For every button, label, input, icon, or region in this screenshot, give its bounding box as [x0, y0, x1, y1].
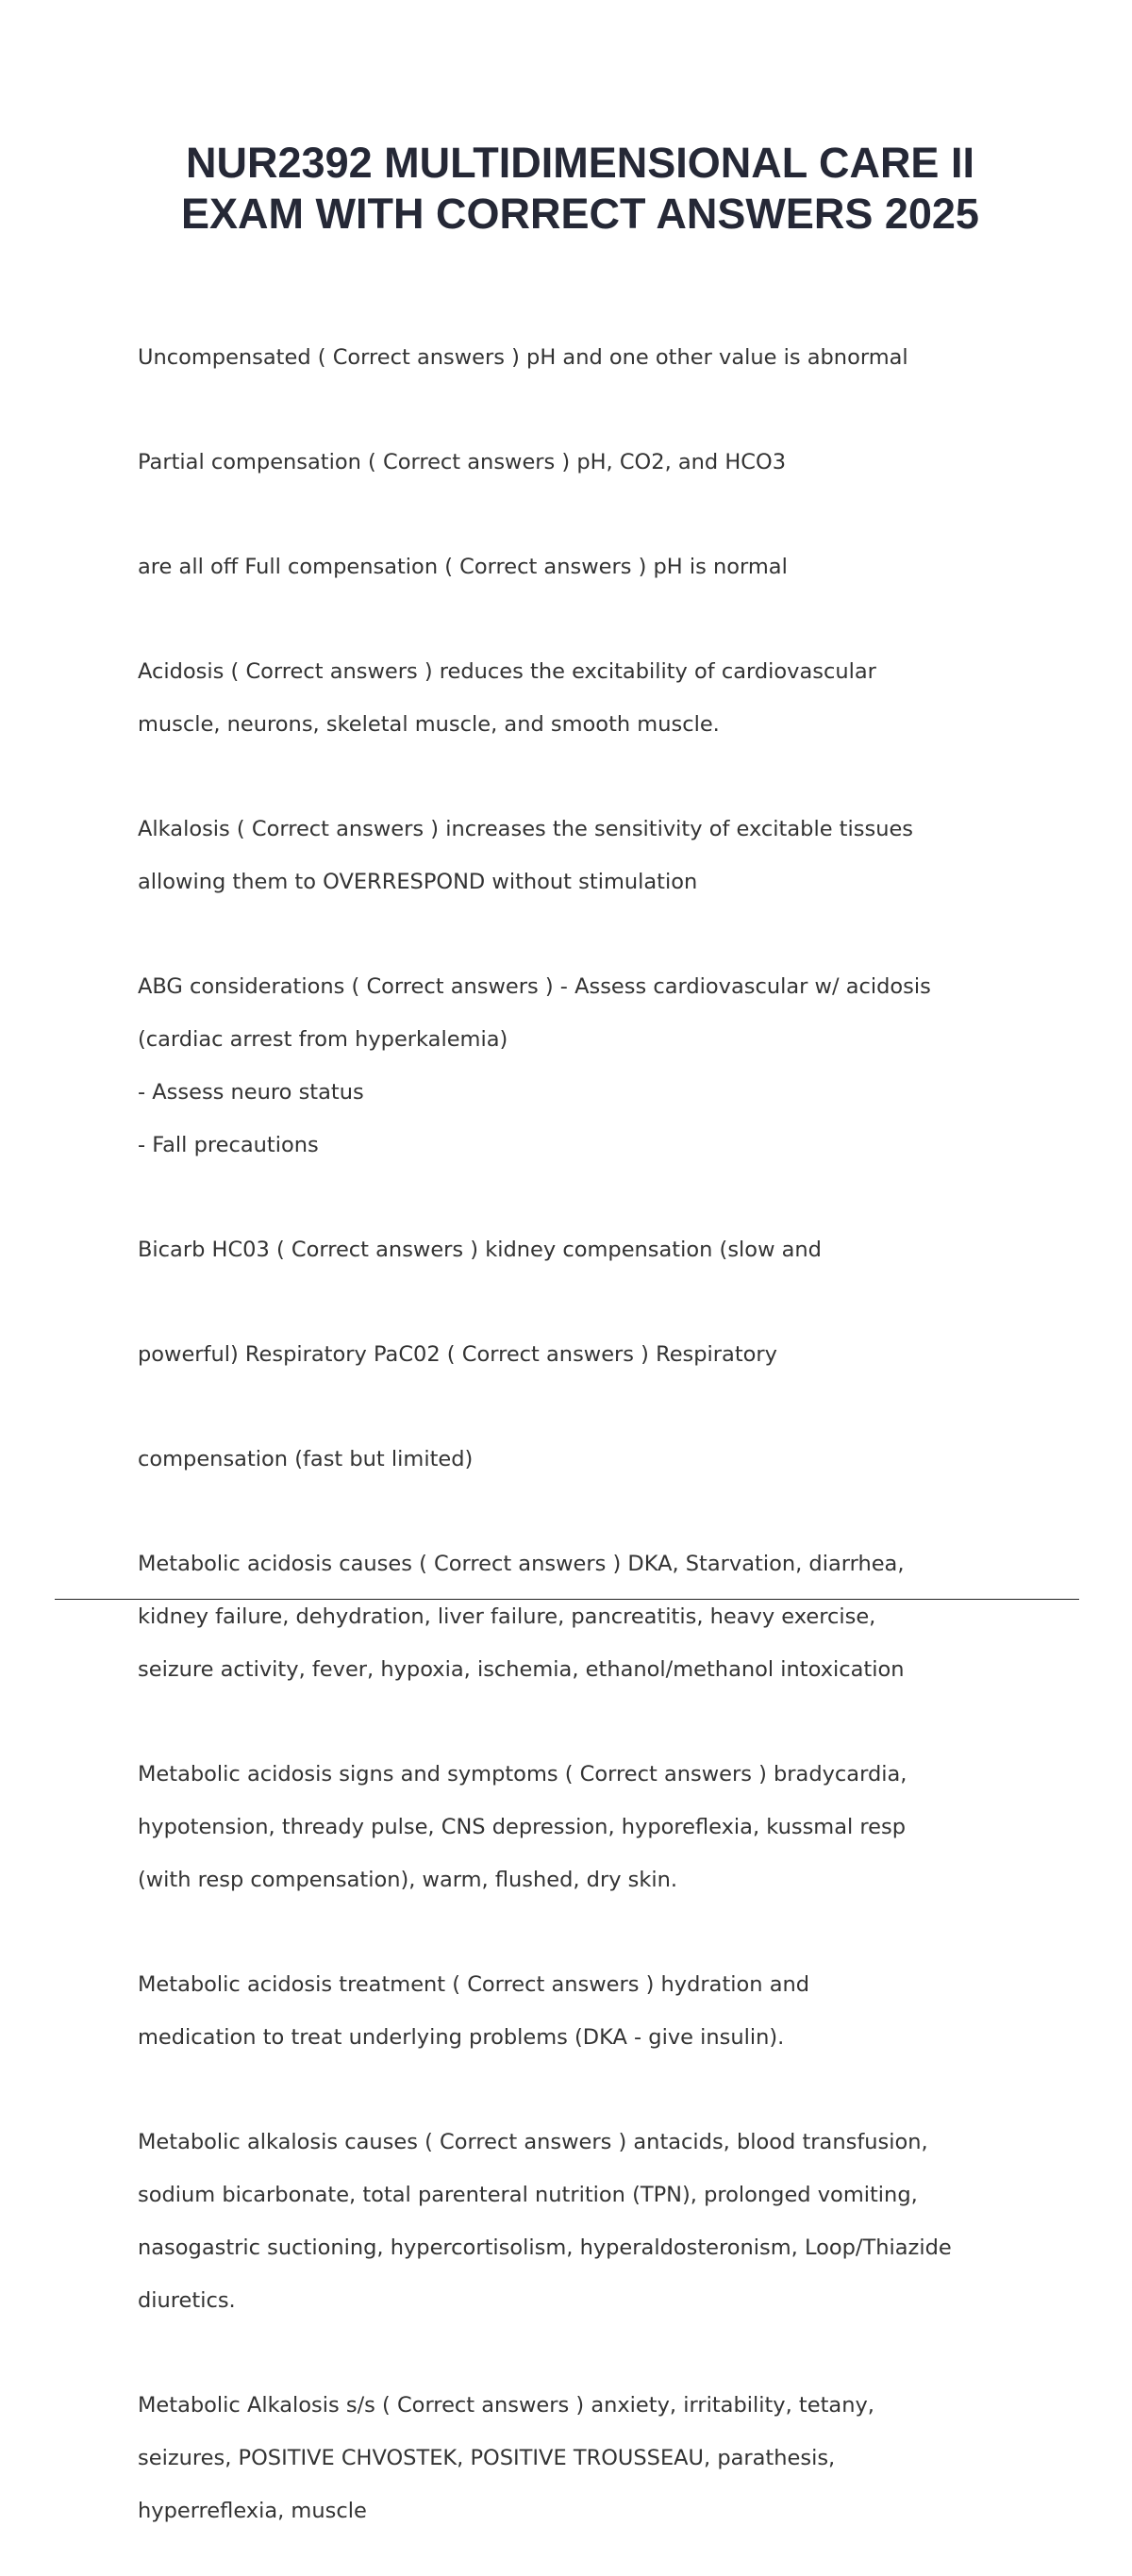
- title-line-2: EXAM WITH CORRECT ANSWERS 2025: [181, 190, 979, 238]
- text-line: Metabolic acidosis treatment ( Correct answers ) hydration and: [138, 1972, 810, 1997]
- qa-respiratory-paco2: [138, 1315, 1015, 1394]
- qa-acidosis: [138, 632, 1015, 764]
- qa-metabolic-acidosis-causes: [138, 1524, 1015, 1709]
- text-line: Metabolic Alkalosis s/s ( Correct answers ) anxiety, irritability, tetany,: [138, 2393, 874, 2418]
- text-line: (cardiac arrest from hyperkalemia): [138, 1027, 508, 1052]
- text-line: nasogastric suctioning, hypercortisolism, hyperaldosteronism, Loop/Thiazide: [138, 2235, 952, 2260]
- title-line-1: NUR2392 MULTIDIMENSIONAL CARE II: [186, 139, 974, 187]
- qa-abg-considerations: [138, 947, 1015, 1185]
- text-line: medication to treat underlying problems (DKA - give insulin).: [138, 2025, 785, 2050]
- qa-respiratory-compensation: [138, 1420, 1015, 1499]
- qa-metabolic-alkalosis-causes: [138, 2102, 1015, 2340]
- text-line: Acidosis ( Correct answers ) reduces the excitability of cardiovascular: [138, 659, 876, 684]
- text-line: Metabolic acidosis causes ( Correct answers ) DKA, Starvation, diarrhea,: [138, 1552, 905, 1576]
- text-line: are all off Full compensation ( Correct answers ) pH is normal: [138, 555, 788, 579]
- text-line: (with resp compensation), warm, flushed, dry skin.: [138, 1868, 678, 1892]
- text-line: seizure activity, fever, hypoxia, ischemia, ethanol/methanol intoxication: [138, 1657, 905, 1682]
- qa-partial-compensation: [138, 423, 1015, 502]
- qa-bicarb: [138, 1210, 1015, 1289]
- text-line: Alkalosis ( Correct answers ) increases the sensitivity of excitable tissues: [138, 817, 914, 841]
- text-line: hyperreflexia, muscle: [138, 2499, 367, 2523]
- text-line: Metabolic alkalosis causes ( Correct answers ) antacids, blood transfusion,: [138, 2130, 928, 2154]
- text-line: seizures, POSITIVE CHVOSTEK, POSITIVE TROUSSEAU, parathesis,: [138, 2446, 836, 2470]
- document-body: [138, 318, 1015, 2576]
- qa-metabolic-acidosis-signs: [138, 1735, 1015, 1920]
- qa-metabolic-acidosis-treatment: [138, 1945, 1015, 2077]
- qa-metabolic-alkalosis-signs: [138, 2366, 1015, 2551]
- footer-divider: [55, 1599, 1079, 1600]
- text-line: hypotension, thready pulse, CNS depression, hyporeflexia, kussmal resp: [138, 1815, 906, 1839]
- qa-alkalosis: [138, 789, 1015, 922]
- text-line: powerful) Respiratory PaC02 ( Correct answers ) Respiratory: [138, 1342, 777, 1367]
- text-line: Bicarb HC03 ( Correct answers ) kidney compensation (slow and: [138, 1238, 822, 1262]
- text-line: muscle, neurons, skeletal muscle, and smooth muscle.: [138, 712, 720, 737]
- text-line: Uncompensated ( Correct answers ) pH and one other value is abnormal: [138, 345, 908, 370]
- text-line: sodium bicarbonate, total parenteral nutrition (TPN), prolonged vomiting,: [138, 2183, 918, 2207]
- document-title: [57, 138, 1104, 240]
- text-line: Metabolic acidosis signs and symptoms ( Correct answers ) bradycardia,: [138, 1762, 907, 1787]
- list-item: - Assess neuro status: [138, 1080, 364, 1105]
- list-item: - Fall precautions: [138, 1133, 319, 1157]
- text-line: kidney failure, dehydration, liver failure, pancreatitis, heavy exercise,: [138, 1604, 876, 1629]
- qa-full-compensation: [138, 527, 1015, 607]
- text-line: diuretics.: [138, 2288, 236, 2313]
- text-line: allowing them to OVERRESPOND without stimulation: [138, 870, 698, 894]
- text-line: Partial compensation ( Correct answers ) pH, CO2, and HCO3: [138, 450, 787, 474]
- text-line: ABG considerations ( Correct answers ) - Assess cardiovascular w/ acidosis: [138, 974, 931, 999]
- qa-uncompensated: [138, 318, 1015, 397]
- text-line: compensation (fast but limited): [138, 1447, 474, 1471]
